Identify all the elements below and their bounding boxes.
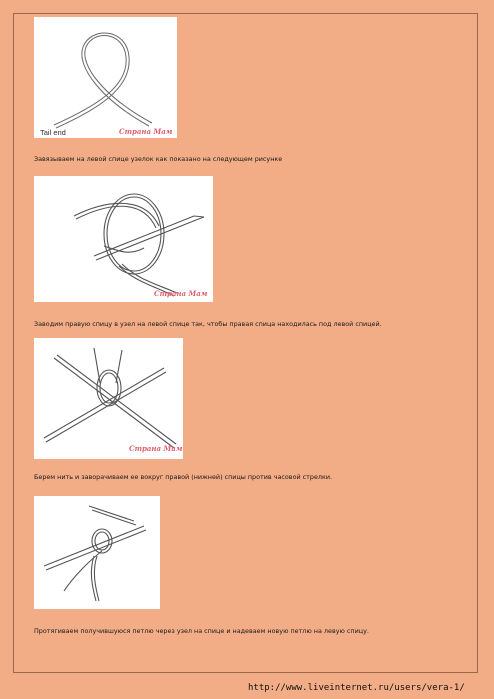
illustration-needles-crossing [34, 338, 183, 459]
step-caption-4: Протягиваем получившуюся петлю через узел на спице и надеваем новую петлю на левую спицу. [34, 627, 369, 635]
knot-drawing [34, 176, 213, 302]
watermark: Страна Мам [119, 127, 173, 136]
step-caption-1: Завязываем на левой спице узелок как показано на следующем рисунке [34, 155, 283, 163]
yarn-loop-drawing [34, 17, 177, 138]
illustration-knot-on-needle [34, 176, 213, 302]
illustration-tail-loop [34, 17, 177, 138]
tail-end-label: Tail end [40, 128, 66, 137]
step-caption-2: Заводим правую спицу в узел на левой спице так, чтобы правая спица находилась под левой спицей. [34, 320, 382, 328]
source-url[interactable]: http://www.liveinternet.ru/users/vera-1/ [248, 683, 465, 693]
illustration-pull-loop [34, 496, 160, 609]
watermark: Страна Мам [154, 289, 208, 298]
watermark: Страна Мам [129, 444, 183, 453]
needles-drawing [34, 338, 183, 459]
pull-loop-drawing [34, 496, 160, 609]
step-caption-3: Берем нить и заворачиваем ее вокруг правой (нижней) спицы против часовой стрелки. [34, 473, 333, 481]
